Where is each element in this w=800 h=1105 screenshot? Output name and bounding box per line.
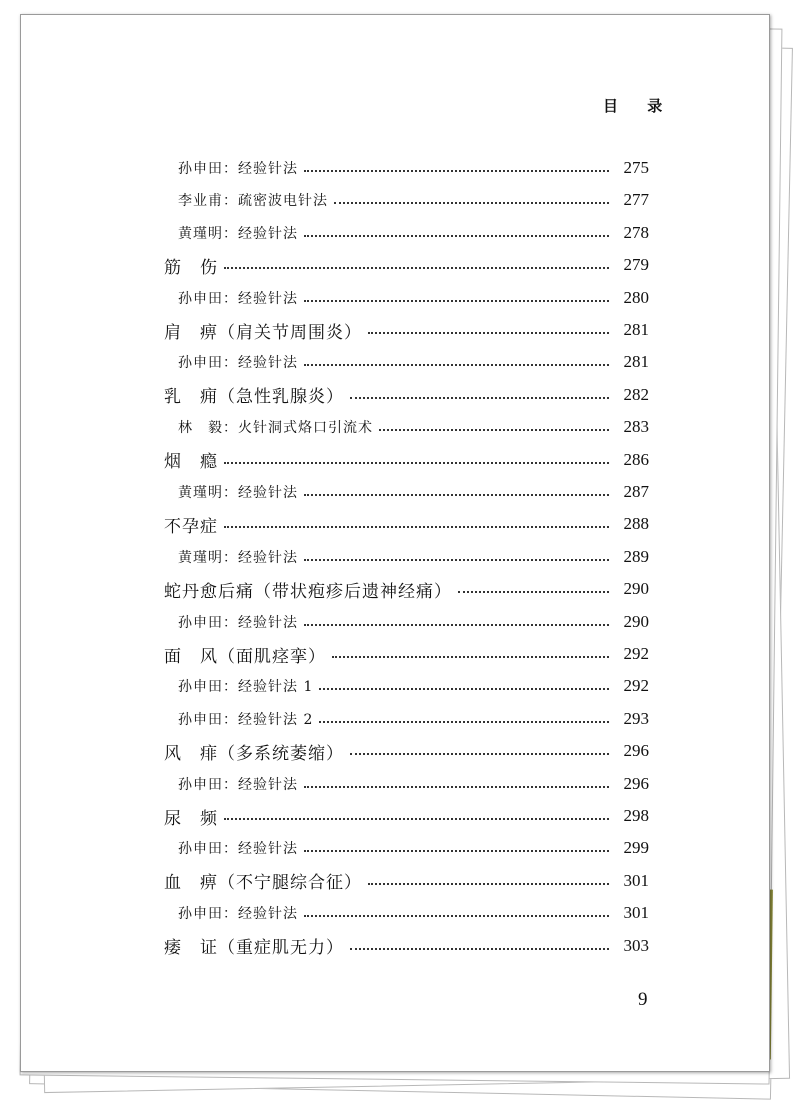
toc-entry[interactable] (21, 641, 769, 667)
toc-entry-label: 黄瑾明：经验针法 (178, 225, 298, 242)
toc-entry[interactable] (21, 673, 769, 699)
dot-leader (224, 462, 609, 464)
dot-leader (304, 364, 609, 366)
dot-leader (304, 494, 609, 496)
dot-leader (224, 526, 609, 528)
toc-entry[interactable] (21, 252, 769, 278)
toc-entry-page-number: 288 (623, 514, 649, 534)
toc-entry-label: 孙申田：经验针法 (178, 355, 298, 372)
toc-entry-label: 面 风（面肌痉挛） (164, 646, 326, 667)
toc-entry-page-number: 299 (623, 838, 649, 858)
toc-entry[interactable] (21, 447, 769, 473)
dot-leader (458, 591, 609, 593)
toc-entry-page-number: 283 (623, 417, 649, 437)
toc-entry-page-number: 290 (623, 611, 649, 631)
toc-entry-page-number: 301 (623, 903, 649, 923)
dot-leader (319, 688, 609, 690)
toc-entry-page-number: 275 (623, 158, 649, 177)
toc-entry-label: 孙申田：经验针法 (178, 161, 298, 177)
dot-leader (368, 883, 609, 885)
toc-entry-page-number: 281 (623, 352, 649, 372)
dot-leader (304, 624, 609, 626)
toc-entry-label: 肩 痹（肩关节周围炎） (164, 322, 362, 343)
toc-entry[interactable] (21, 771, 769, 797)
toc-entry-label: 尿 频 (164, 808, 218, 829)
toc-entry-page-number: 303 (623, 935, 649, 955)
toc-entry-page-number: 301 (623, 870, 649, 890)
toc-entry-label: 孙申田：经验针法 (178, 841, 298, 858)
toc-entry-label: 黄瑾明：经验针法 (178, 549, 298, 566)
toc-entry[interactable] (21, 738, 769, 764)
toc-entry-page-number: 279 (623, 255, 649, 275)
toc-entry[interactable] (21, 933, 769, 959)
toc-entry[interactable] (21, 382, 769, 408)
dot-leader (304, 786, 609, 788)
toc-entry[interactable] (21, 285, 769, 311)
dot-leader (304, 170, 609, 172)
toc-entry[interactable] (21, 835, 769, 861)
toc-entry-label: 孙申田：经验针法 (178, 614, 298, 631)
toc-entry-page-number: 290 (623, 579, 649, 599)
toc-entry-page-number: 287 (623, 482, 649, 501)
toc-entry-label: 筋 伤 (164, 257, 218, 278)
dot-leader (332, 656, 609, 658)
toc-entry[interactable] (21, 187, 769, 213)
toc-entry[interactable] (21, 803, 769, 829)
toc-entry-page-number: 293 (623, 708, 649, 728)
dot-leader (319, 721, 609, 723)
dot-leader (368, 332, 609, 334)
toc-entry-label: 痿 证（重症肌无力） (164, 938, 344, 959)
toc-entry-label: 风 痱（多系统萎缩） (164, 743, 344, 764)
toc-entry-label: 林 毅：火针洞式烙口引流术 (178, 420, 373, 437)
toc-entry-label: 乳 痈（急性乳腺炎） (164, 387, 344, 408)
toc-entry-page-number: 296 (623, 741, 649, 761)
toc-entry-label: 烟 瘾 (164, 452, 218, 473)
toc-entry[interactable] (21, 414, 769, 440)
dot-leader (334, 202, 609, 204)
toc-entry-label: 黄瑾明：经验针法 (178, 485, 298, 501)
dot-leader (304, 915, 609, 917)
toc-entry-label: 不孕症 (164, 516, 218, 537)
toc-entry-label: 李业甫：疏密波电针法 (178, 193, 328, 210)
toc-entry[interactable] (21, 349, 769, 375)
dot-leader (304, 850, 609, 852)
toc-entry-label: 孙申田：经验针法 (178, 776, 298, 793)
toc-entry-page-number: 292 (623, 644, 649, 663)
toc-entry-page-number: 289 (623, 546, 649, 566)
toc-entry[interactable] (21, 479, 769, 505)
toc-entry[interactable] (21, 511, 769, 537)
toc-entry-page-number: 292 (623, 676, 649, 696)
toc-entry[interactable] (21, 155, 769, 181)
toc-entry-label: 孙申田：经验针法 (178, 906, 298, 923)
dot-leader (350, 397, 609, 399)
page-number: 9 (638, 989, 648, 1010)
dot-leader (304, 300, 609, 302)
toc-entry-page-number: 280 (623, 287, 649, 307)
toc-entry-page-number: 286 (623, 449, 649, 469)
toc-entry-page-number: 278 (623, 222, 649, 242)
toc-page (20, 14, 770, 1072)
page-header-title: 目 录 (603, 97, 675, 115)
dot-leader (350, 948, 609, 950)
dot-leader (304, 559, 609, 561)
toc-entry-label: 血 痹（不宁腿综合征） (164, 873, 362, 894)
toc-entry-label: 孙申田：经验针法 1 (178, 679, 314, 696)
toc-entry-page-number: 296 (623, 773, 649, 793)
toc-entry-page-number: 281 (623, 320, 649, 339)
dot-leader (379, 429, 609, 431)
dot-leader (304, 235, 609, 237)
toc-entry-page-number: 277 (623, 190, 649, 210)
toc-entry-label: 蛇丹愈后痛（带状疱疹后遗神经痛） (164, 581, 452, 602)
toc-entry[interactable] (21, 609, 769, 635)
toc-entry[interactable] (21, 900, 769, 926)
dot-leader (224, 267, 609, 269)
toc-entry-label: 孙申田：经验针法 (178, 290, 298, 307)
toc-entry[interactable] (21, 868, 769, 894)
dot-leader (224, 818, 609, 820)
toc-entry[interactable] (21, 544, 769, 570)
toc-entry[interactable] (21, 220, 769, 246)
toc-entry-label: 孙申田：经验针法 2 (178, 711, 314, 728)
toc-entry[interactable] (21, 317, 769, 343)
toc-entry[interactable] (21, 576, 769, 602)
toc-entry[interactable] (21, 706, 769, 732)
toc-entry-page-number: 298 (623, 806, 649, 825)
toc-entry-page-number: 282 (623, 384, 649, 404)
dot-leader (350, 753, 609, 755)
